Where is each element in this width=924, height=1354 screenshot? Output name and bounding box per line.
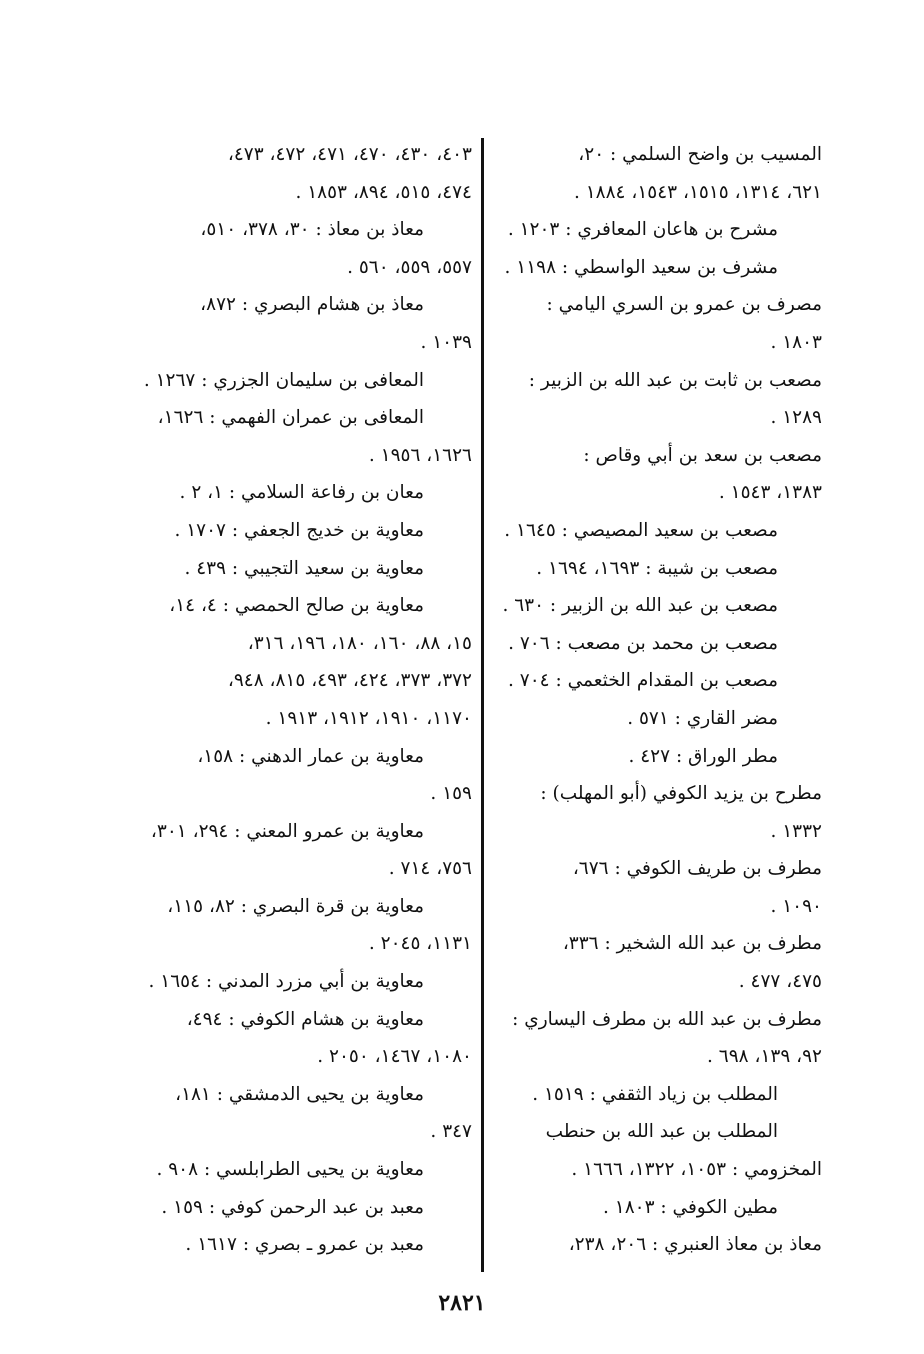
index-line: مضر القاري : ٥٧١ . (627, 707, 778, 729)
index-line: معاذ بن هشام البصري : ٨٧٢، (200, 294, 424, 316)
index-line: ٤٧٤، ٥١٥، ٨٩٤، ١٨٥٣ . (295, 181, 472, 203)
index-line: مشرف بن سعيد الواسطي : ١١٩٨ . (504, 256, 778, 278)
index-line: معاذ بن معاذ : ٣٠، ٣٧٨، ٥١٠، (200, 219, 424, 241)
index-line: المطلب بن زياد الثقفي : ١٥١٩ . (532, 1083, 778, 1105)
index-line: ١١٣١، ٢٠٤٥ . (368, 933, 472, 955)
index-line: مطر الوراق : ٤٢٧ . (628, 745, 778, 767)
index-line: مصرف بن عمرو بن السري اليامي : (546, 294, 822, 316)
index-line: مطرف بن عبد الله الشخير : ٣٣٦، (562, 933, 822, 955)
index-line: مصعب بن محمد بن مصعب : ٧٠٦ . (508, 632, 778, 654)
index-line: مطين الكوفي : ١٨٠٣ . (603, 1196, 778, 1218)
index-line: مصعب بن ثابت بن عبد الله بن الزبير : (528, 369, 822, 391)
index-line: ٧٥٦، ٧١٤ . (388, 858, 472, 880)
index-line: ١٠٩٠ . (770, 895, 822, 917)
page-number: ٢٨٢١ (438, 1290, 486, 1316)
index-line: ٣٤٧ . (430, 1121, 472, 1143)
index-line: المعافى بن عمران الفهمي : ١٦٢٦، (157, 407, 424, 429)
index-line: معاوية بن قرة البصري : ٨٢، ١١٥، (167, 895, 424, 917)
index-line: ١٣٣٢ . (770, 820, 822, 842)
index-line: مصعب بن سعيد المصيصي : ١٦٤٥ . (504, 519, 778, 541)
index-line: مصعب بن عبد الله بن الزبير : ٦٣٠ . (502, 595, 778, 617)
index-line: معاوية بن عمار الدهني : ١٥٨، (197, 745, 424, 767)
index-line: ١٥٩ . (430, 783, 472, 805)
index-line: معاوية بن سعيد التجيبي : ٤٣٩ . (184, 557, 424, 579)
index-line: ٦٢١، ١٣١٤، ١٥١٥، ١٥٤٣، ١٨٨٤ . (573, 181, 822, 203)
index-line: المخزومي : ١٠٥٣، ١٣٢٢، ١٦٦٦ . (571, 1159, 822, 1181)
index-line: مشرح بن هاعان المعافري : ١٢٠٣ . (507, 219, 778, 241)
index-line: معان بن رفاعة السلامي : ١، ٢ . (179, 482, 424, 504)
index-line: معاوية بن هشام الكوفي : ٤٩٤، (186, 1008, 424, 1030)
index-line: مصعب بن المقدام الخثعمي : ٧٠٤ . (508, 670, 778, 692)
column-divider (481, 138, 484, 1272)
index-line: ٤٠٣، ٤٣٠، ٤٧٠، ٤٧١، ٤٧٢، ٤٧٣، (227, 144, 472, 165)
index-line: معاوية بن عمرو المعني : ٢٩٤، ٣٠١، (150, 820, 424, 842)
index-line: ١٦٢٦، ١٩٥٦ . (368, 444, 472, 466)
index-line: المعافى بن سليمان الجزري : ١٢٦٧ . (143, 369, 424, 391)
index-line: معاوية بن يحيى الدمشقي : ١٨١، (175, 1083, 424, 1105)
index-column-left (140, 136, 472, 1264)
index-line: معاوية بن يحيى الطرابلسي : ٩٠٨ . (156, 1159, 424, 1181)
index-line: مطرح بن يزيد الكوفي (أبو المهلب) : (540, 783, 822, 805)
index-line: مطرف بن عبد الله بن مطرف اليساري : (512, 1008, 822, 1030)
index-line: معبد بن عمرو ـ بصري : ١٦١٧ . (185, 1234, 424, 1256)
index-line: ٣٧٢، ٣٧٣، ٤٢٤، ٤٩٣، ٨١٥، ٩٤٨، (227, 670, 472, 692)
index-line: ١٣٨٣، ١٥٤٣ . (718, 482, 822, 504)
index-line: ١٨٠٣ . (770, 331, 822, 353)
index-line: ١٠٣٩ . (420, 331, 472, 353)
index-line: معاوية بن صالح الحمصي : ٤، ١٤، (169, 595, 424, 617)
index-line: المطلب بن عبد الله بن حنطب (545, 1121, 778, 1143)
index-line: مصعب بن شيبة : ١٦٩٣، ١٦٩٤ . (536, 557, 778, 579)
index-line: المسيب بن واضح السلمي : ٢٠، (578, 144, 822, 165)
index-line: ١٢٨٩ . (770, 407, 822, 429)
index-line: مصعب بن سعد بن أبي وقاص : (583, 444, 822, 466)
index-line: ١٥، ٨٨، ١٦٠، ١٨٠، ١٩٦، ٣١٦، (247, 632, 472, 654)
index-line: ٥٥٧، ٥٥٩، ٥٦٠ . (347, 256, 472, 278)
index-line: معاوية بن أبي مزرد المدني : ١٦٥٤ . (148, 971, 424, 993)
index-line: ٤٧٥، ٤٧٧ . (738, 971, 822, 993)
index-line: معاوية بن خديج الجعفي : ١٧٠٧ . (174, 519, 424, 541)
index-line: ١٠٨٠، ١٤٦٧، ٢٠٥٠ . (317, 1046, 472, 1068)
index-line: معبد بن عبد الرحمن كوفي : ١٥٩ . (161, 1196, 424, 1218)
index-line: مطرف بن طريف الكوفي : ٦٧٦، (572, 858, 822, 880)
index-line: ١١٧٠، ١٩١٠، ١٩١٢، ١٩١٣ . (265, 707, 472, 729)
index-line: ٩٢، ١٣٩، ٦٩٨ . (707, 1046, 822, 1068)
index-line: معاذ بن معاذ العنبري : ٢٠٦، ٢٣٨، (568, 1234, 822, 1256)
index-column-right (495, 136, 822, 1264)
